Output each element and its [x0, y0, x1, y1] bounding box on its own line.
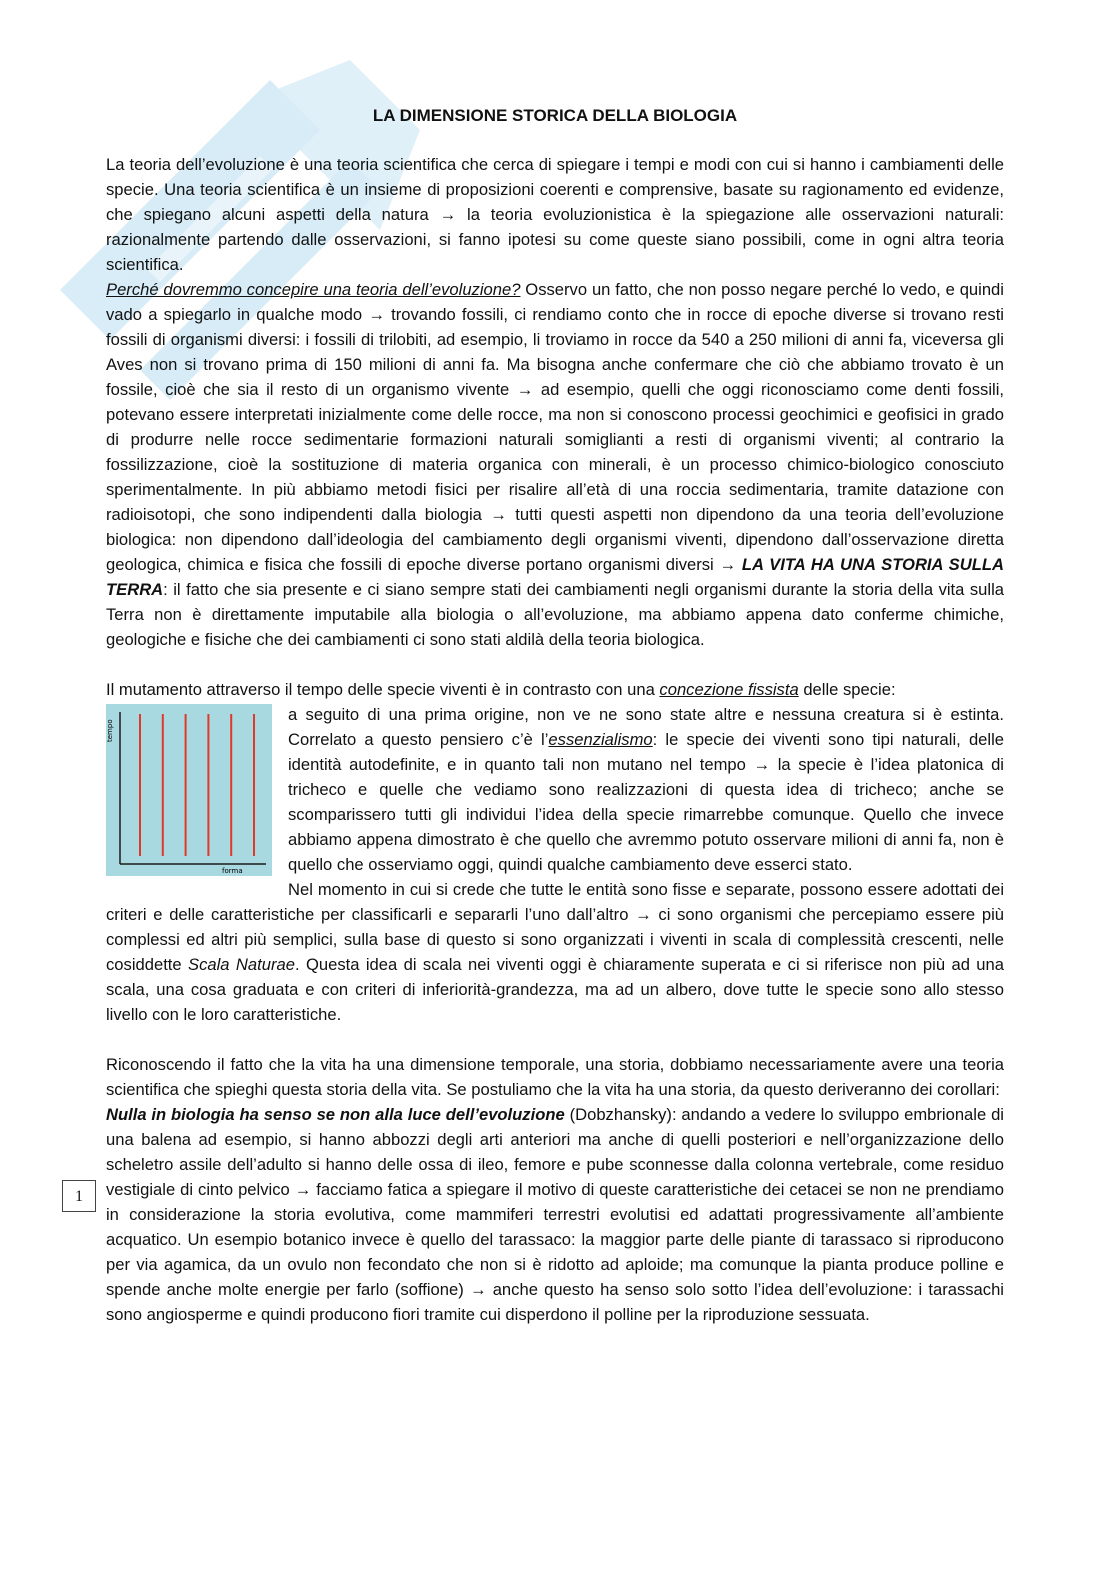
document-content — [106, 104, 1004, 1327]
diagram-y-label: tempo — [106, 719, 114, 742]
paragraph-fossils-body: Osservo un fatto, che non posso negare perché lo vedo, e quindi vado a spiegarlo in qualche modo → trovando fossili, ci rendiamo conto che in rocce di epoche diverse si trovano resti fossili di organismi diversi: i fossili di trilobiti, ad esempio, li troviamo in rocce da 540 a 250 milioni di anni fa, viceversa gli Aves non si trovano prima di 150 milioni di anni fa. Ma bisogna anche confermare che ciò che abbiamo trovato è un fossile, cioè che sia il resto di un organismo vivente → ad esempio, quelli che oggi riconosciamo come denti fossili, potevano essere interpretati inizialmente come delle rocce, ma non si conoscono processi geochimici e geofisici in grado di produrre nelle rocce sedimentarie formazioni naturali somiglianti a resti di organismi viventi; al contrario la fossilizzazione, cioè la sostituzione di materia organica con minerali, è un processo chimico-biologico conosciuto sperimentalmente. In più abbiamo metodi fisici per risalire all’età di una roccia sedimentaria, tramite datazione con radioisotopi, che sono indipendenti dalla biologia → tutti questi aspetti non dipendono da una teoria dell’evoluzione biologica: non dipendono dall’ideologia del cambiamento degli organismi viventi, dipendono dall’osservazione diretta geologica, chimica e fisica che fossili di epoche diverse portano organismi diversi → — [106, 280, 1004, 574]
paragraph-fixism — [106, 702, 1004, 877]
dobzhansky-quote: Nulla in biologia ha senso se non alla luce dell’evoluzione — [106, 1105, 565, 1124]
page-number: 1 — [62, 1180, 96, 1212]
spacer — [106, 1027, 1004, 1052]
question-heading: Perché dovremmo concepire una teoria dell’evoluzione? — [106, 280, 521, 299]
fixism-diagram — [106, 704, 272, 876]
paragraph-fossils — [106, 277, 1004, 652]
paragraph-fixism-rest: : le specie dei viventi sono tipi naturali, delle identità autodefinite, e in quanto tali non mutano nel tempo → la specie è l’idea platonica di tricheco e quelle che vediamo sono realizzazioni di questa idea di tricheco; anche se scomparissero tutti gli individui l’idea della specie rimarrebbe comunque. Quello che invece abbiamo appena dimostrato è che quello che avremmo potuto osservare milioni di anni fa, non è quello che osserviamo oggi, quindi qualche cambiamento deve esserci stato. — [288, 730, 1005, 874]
paragraph-intro: La teoria dell’evoluzione è una teoria scientifica che cerca di spiegare i tempi e modi con cui si hanno i cambiamenti delle specie. Una teoria scientifica è un insieme di proposizioni coerenti e comprensive, basate su ragionamento ed evidenze, che spiegano alcuni aspetti della natura → la teoria evoluzionistica è la spiegazione alle osservazioni naturali: razionalmente partendo dalle osservazioni, si fanno ipotesi su come queste siano possibili, come in ogni altra teoria scientifica. — [106, 155, 1004, 274]
paragraph-scala-body: Nel momento in cui si crede che tutte le entità sono fisse e separate, possono essere adottati dei criteri e delle caratteristiche per classificarli e separarli l’uno dall’altro → ci sono organismi che percepiamo essere più complessi ed altri più semplici, sulla base di questo si sono organizzati i viventi in scala di complessità crescenti, nelle cosiddette — [106, 880, 1004, 974]
paragraph-scala-tail: . Questa idea di scala nei viventi oggi è chiaramente superata e ci si riferisce non più ad una scala, una cosa graduata e con criteri di inferiorità-grandezza, ma ad un albero, dove tutte le specie sono allo stesso livello con le loro caratteristiche. — [106, 955, 1004, 1024]
term-scala-naturae: Scala Naturae — [188, 955, 295, 974]
spacer — [106, 652, 1004, 677]
paragraph-scala-naturae — [106, 877, 1004, 1027]
diagram-x-label: forma — [222, 867, 243, 875]
paragraph-fixism-mid: a seguito di una prima origine, non ve ne sono state altre e nessuna creatura si è estinta. Correlato a questo pensiero c’è l’ — [288, 705, 1004, 749]
paragraph-fixism-intro: Il mutamento attraverso il tempo delle specie viventi è in contrasto con una — [106, 680, 660, 699]
emphasis-life-history: LA VITA HA UNA STORIA SULLA TERRA — [106, 555, 1004, 599]
paragraph-fixism-mid-a: delle specie: — [803, 680, 896, 699]
paragraph-dobzhansky — [106, 1102, 1004, 1327]
diagram-background — [106, 704, 272, 876]
page-title: LA DIMENSIONE STORICA DELLA BIOLOGIA — [372, 106, 738, 125]
paragraph-dobzhansky-body: (Dobzhansky): andando a vedere lo sviluppo embrionale di una balena ad esempio, si hanno abbozzi degli arti anteriori ma anche di quelli posteriori e nell’organizzazione dello scheletro assile dell’adulto si hanno delle ossa di ileo, femore e pube sconnesse dalla colonna vertebrale, come residuo vestigiale di cinto pelvico → facciamo fatica a spiegare il motivo di queste caratteristiche dei cetacei se non ne prendiamo in considerazione la storia evolutiva, come mammiferi terrestri evolutisi ed adattati progressivamente all’ambiente acquatico. Un esempio botanico invece è quello del tarassaco: la maggior parte delle piante di tarassaco si riproducono per via agamica, da un ovulo non fecondato che non si è ridotto ad aploide; ma comunque la pianta produce polline e spende anche molte energie per farlo (soffione) → anche questo ha senso solo sotto l’idea dell’evoluzione: i tarassachi sono angiosperme e quindi producono fiori tramite cui disperdono il polline per la riproduzione sessuata. — [106, 1105, 1004, 1324]
paragraph-fixism-lead — [106, 677, 1004, 702]
paragraph-fossils-tail: : il fatto che sia presente e ci siano sempre stati dei cambiamenti negli organismi durante la storia della vita sulla Terra non è direttamente imputabile alla biologia o all’evoluzione, ma abbiamo appena dato conferme chimiche, geologiche e fisiche che dei cambiamenti ci sono stati aldilà della teoria biologica. — [106, 580, 1004, 649]
paragraph-corollaries: Riconoscendo il fatto che la vita ha una dimensione temporale, una storia, dobbiamo necessariamente avere una teoria scientifica che spieghi questa storia della vita. Se postuliamo che la vita ha una storia, da questo deriveranno dei corollari: — [106, 1055, 1004, 1099]
term-fixist-conception: concezione fissista — [659, 680, 799, 699]
term-essentialism: essenzialismo — [548, 730, 653, 749]
